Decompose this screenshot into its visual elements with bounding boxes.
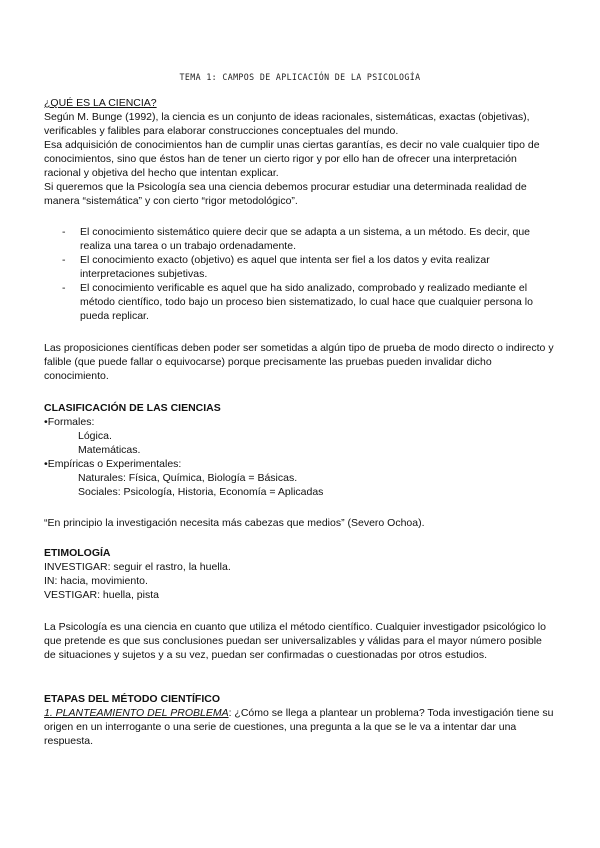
list-item-text: El conocimiento verificable es aquel que ha sido analizado, comprobado y realizado mediante el método científico, todo bajo un proceso bien sistematizado, lo cual hace que cualquier persona lo pueda replicar. [80,282,533,322]
document-title: TEMA 1: CAMPOS DE APLICACIÓN DE LA PSICOLOGÍA [179,73,421,83]
dash-marker: - [62,254,66,266]
section-clasificacion [44,401,556,499]
section-etapas [44,692,556,748]
dash-list [62,225,556,323]
list-item [62,225,556,253]
bullet-marker: • [44,458,48,470]
paragraph-block [44,620,556,662]
list-item [62,253,556,281]
list-item-text: El conocimiento sistemático quiere decir que se adapta a un sistema, a un método. Es decir, que realiza una tarea o un trabajo ordenadamente. [80,226,531,252]
sub-item: Naturales: Física, Química, Biología = Básicas. [78,472,298,484]
paragraph: Si queremos que la Psicología sea una ciencia debemos procurar estudiar una determinada realidad de manera “sistemática” y con cierto “rigor metodológico”. [44,181,527,207]
paragraph: Las proposiciones científicas deben poder ser sometidas a algún tipo de prueba de modo directo o indirecto y falible (que puede fallar o equivocarse) porque precisamente las pruebas pueden invalidar dicho conocimiento. [44,342,554,382]
quote-block [44,516,556,530]
section-que-es-la-ciencia [44,96,556,208]
section-heading: ETAPAS DEL MÉTODO CIENTÍFICO [44,693,220,705]
paragraph: Esa adquisición de conocimientos han de cumplir unas ciertas garantías, es decir no vale cualquier tipo de conocimientos, sino que éstos han de tener un cierto rigor y por ello han de ofrecer una interpretación racional y objetiva del hecho que intentan explicar. [44,139,540,179]
dash-marker: - [62,226,66,238]
dash-marker: - [62,282,66,294]
etymology-line: VESTIGAR: huella, pista [44,589,159,601]
section-etimologia [44,546,556,602]
list-item-label: Formales: [47,416,95,428]
step-text: : ¿Cómo se llega a plantear un problema? Toda investigación tiene su origen en un interrogante o una serie de cuestiones, una pregunta a la que se le va a intentar dar una respuesta. [44,707,554,747]
etymology-line: INVESTIGAR: seguir el rastro, la huella. [44,561,231,573]
paragraph-block [44,341,556,383]
paragraph: La Psicología es una ciencia en cuanto que utiliza el método científico. Cualquier investigador psicológico lo que pretende es que sus conclusiones puedan ser universalizables y válidas para el mayor número posible de situaciones y sujetos y a su vez, puedan ser confirmadas o cuestionadas por otros estudios. [44,621,546,661]
bullet-marker: • [44,416,48,428]
list-item [44,415,556,429]
section-heading: ETIMOLOGÍA [44,547,111,559]
list-item-label: Empíricas o Experimentales: [47,458,182,470]
sub-item: Sociales: Psicología, Historia, Economía = Aplicadas [78,486,324,498]
section-heading: CLASIFICACIÓN DE LAS CIENCIAS [44,402,221,414]
list-item [62,281,556,323]
paragraph: Según M. Bunge (1992), la ciencia es un conjunto de ideas racionales, sistemáticas, exactas (objetivas), verificables y falibles para elaborar construcciones conceptuales del mundo. [44,111,530,137]
section-heading: ¿QUÉ ES LA CIENCIA? [44,97,157,109]
list-item [44,457,556,471]
list-item-text: El conocimiento exacto (objetivo) es aquel que intenta ser fiel a los datos y evita realizar interpretaciones subjetivas. [80,254,490,280]
sub-item: Lógica. [78,430,112,442]
step-label: 1. PLANTEAMIENTO DEL PROBLEMA [44,707,229,719]
sub-item: Matemáticas. [78,444,141,456]
quote: “En principio la investigación necesita más cabezas que medios” (Severo Ochoa). [44,517,425,529]
etymology-line: IN: hacia, movimiento. [44,575,148,587]
paragraph [44,706,556,748]
